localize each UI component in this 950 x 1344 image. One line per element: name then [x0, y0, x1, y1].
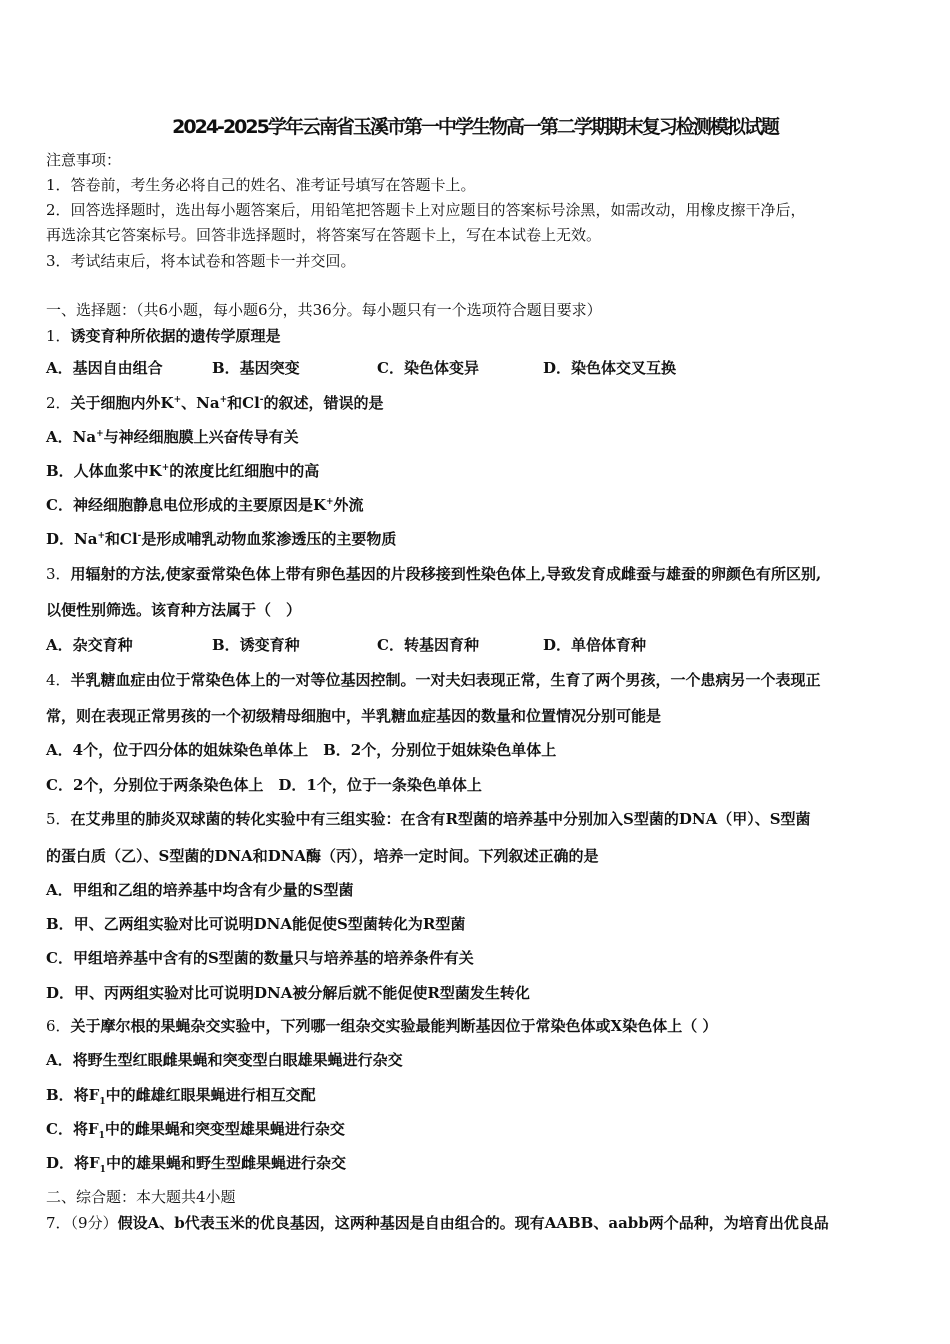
question-number: 4． — [46, 671, 71, 689]
option-text: 中的雄果蝇和野生型雌果蝇进行杂交 — [105, 1154, 346, 1172]
option-text: A．Na — [46, 428, 97, 446]
q2-option-b[interactable] — [46, 461, 906, 481]
question-5-stem-cont: 的蛋白质（乙）、S型菌的DNA和DNA酶（丙），培养一定时间。下列叙述正确的是 — [46, 847, 599, 865]
q2-option-c[interactable] — [46, 495, 906, 515]
q2-stem-part: 、Na — [181, 394, 220, 412]
question-text: 用辐射的方法,使家蚕常染色体上带有卵色基因的片段移接到性染色体上,导致发育成雌蚕与雄蚕的卵颜色有所区别, — [70, 565, 822, 583]
question-3-stem — [46, 564, 906, 584]
option-text: B．将F — [46, 1086, 100, 1104]
subscript: 1 — [98, 1131, 105, 1141]
question-6-stem — [46, 1016, 906, 1036]
q6-option-b[interactable] — [46, 1085, 906, 1105]
option-text: 中的雌果蝇和突变型雄果蝇进行杂交 — [104, 1120, 345, 1138]
option-text: 和Cl — [105, 530, 138, 548]
superscript: + — [325, 497, 334, 507]
q4-options-row-1[interactable]: A．4个，位于四分体的姐妹染色单体上 B．2个，分别位于姐妹染色单体上 — [46, 741, 557, 759]
section-1-heading: 一、选择题：（共6小题，每小题6分，共36分。每小题只有一个选项符合题目要求） — [46, 301, 602, 319]
q2-stem-part: 的叙述，错误的是 — [263, 394, 384, 412]
q5-option-c[interactable]: C．甲组培养基中含有的S型菌的数量只与培养基的培养条件有关 — [46, 949, 474, 967]
superscript: + — [97, 531, 105, 541]
notice-item-1: 1．答卷前，考生务必将自己的姓名、准考证号填写在答题卡上。 — [46, 176, 476, 194]
question-text: 假设A、b代表玉米的优良基因，这两种基因是自由组合的。现有AABB、aabb两个品种，为培育出优良品 — [117, 1214, 829, 1232]
question-number: 3． — [46, 565, 71, 583]
superscript: + — [96, 429, 104, 439]
option-text: C．将F — [46, 1120, 99, 1138]
option-text: 是形成哺乳动物血浆渗透压的主要物质 — [141, 530, 397, 548]
notice-item-3: 3．考试结束后，将本试卷和答题卡一并交回。 — [46, 252, 356, 270]
question-1-stem — [46, 326, 906, 346]
option-text: 与神经细胞膜上兴奋传导有关 — [103, 428, 299, 446]
question-number: 1． — [46, 327, 71, 345]
q1-option-d[interactable]: D．染色体交叉互换 — [543, 359, 677, 377]
question-number: 6． — [46, 1017, 71, 1035]
question-number: 2． — [46, 394, 71, 412]
q6-option-d[interactable] — [46, 1153, 906, 1173]
q6-option-c[interactable] — [46, 1119, 906, 1139]
subscript: 1 — [99, 1097, 106, 1107]
subscript: 1 — [99, 1165, 106, 1175]
q3-option-a[interactable]: A．杂交育种 — [46, 636, 133, 654]
option-text: C．神经细胞静息电位形成的主要原因是K — [46, 496, 326, 514]
q2-option-d[interactable] — [46, 529, 906, 549]
question-4-stem-cont: 常，则在表现正常男孩的一个初级精母细胞中，半乳糖血症基因的数量和位置情况分别可能是 — [46, 707, 662, 725]
notice-heading: 注意事项： — [46, 151, 122, 169]
question-number: 7． — [46, 1214, 71, 1232]
option-text: D．Na — [46, 530, 98, 548]
q2-stem-part: 和Cl — [227, 394, 260, 412]
question-number: 5． — [46, 810, 71, 828]
q2-stem-part: 关于细胞内外K — [70, 394, 174, 412]
q3-option-b[interactable]: B．诱变育种 — [212, 636, 300, 654]
option-text: 的浓度比红细胞中的高 — [169, 462, 320, 480]
question-7-stem — [46, 1213, 906, 1233]
question-text: 诱变育种所依据的遗传学原理是 — [70, 327, 281, 345]
question-2-stem — [46, 393, 906, 413]
section-2-heading: 二、综合题：本大题共4小题 — [46, 1188, 236, 1206]
q5-option-b[interactable]: B．甲、乙两组实验对比可说明DNA能促使S型菌转化为R型菌 — [46, 915, 466, 933]
question-score: （9分） — [70, 1214, 118, 1232]
q5-option-d[interactable]: D．甲、丙两组实验对比可说明DNA被分解后就不能促使R型菌发生转化 — [46, 984, 530, 1002]
superscript: + — [219, 395, 228, 405]
question-text: 在艾弗里的肺炎双球菌的转化实验中有三组实验：在含有R型菌的培养基中分别加入S型菌的DNA（甲）、S型菌 — [70, 810, 811, 828]
notice-item-2: 2．回答选择题时，选出每小题答案后，用铅笔把答题卡上对应题目的答案标号涂黑，如需改动，用橡皮擦干净后， — [46, 201, 806, 219]
page-title: 2024-2025学年云南省玉溪市第一中学生物高一第二学期期末复习检测模拟试题 — [172, 116, 778, 138]
q1-option-b[interactable]: B．基因突变 — [212, 359, 300, 377]
q3-option-c[interactable]: C．转基因育种 — [377, 636, 479, 654]
q1-option-c[interactable]: C．染色体变异 — [377, 359, 479, 377]
superscript: - — [137, 531, 142, 541]
superscript: + — [173, 395, 182, 405]
option-text: B．人体血浆中K — [46, 462, 162, 480]
question-3-stem-cont: 以便性别筛选。该育种方法属于（ ） — [46, 601, 302, 619]
question-4-stem — [46, 670, 906, 690]
q6-option-a[interactable]: A．将野生型红眼雌果蝇和突变型白眼雄果蝇进行杂交 — [46, 1051, 403, 1069]
question-text: 半乳糖血症由位于常染色体上的一对等位基因控制。一对夫妇表现正常，生育了两个男孩，一个患病另一个表现正 — [70, 671, 821, 689]
q4-options-row-2[interactable]: C．2个，分别位于两条染色体上 D．1个，位于一条染色单体上 — [46, 776, 482, 794]
option-text: 外流 — [333, 496, 364, 514]
q3-option-d[interactable]: D．单倍体育种 — [543, 636, 647, 654]
option-text: 中的雌雄红眼果蝇进行相互交配 — [105, 1086, 316, 1104]
q5-option-a[interactable]: A．甲组和乙组的培养基中均含有少量的S型菌 — [46, 881, 354, 899]
superscript: + — [161, 463, 170, 473]
question-5-stem — [46, 809, 906, 829]
q2-option-a[interactable] — [46, 427, 906, 447]
superscript: - — [259, 395, 264, 405]
question-text: 关于摩尔根的果蝇杂交实验中，下列哪一组杂交实验最能判断基因位于常染色体或X染色体上（ ） — [70, 1017, 718, 1035]
option-text: D．将F — [46, 1154, 100, 1172]
q1-option-a[interactable]: A．基因自由组合 — [46, 359, 163, 377]
notice-item-2-cont: 再选涂其它答案标号。回答非选择题时，将答案写在答题卡上，写在本试卷上无效。 — [46, 226, 602, 244]
